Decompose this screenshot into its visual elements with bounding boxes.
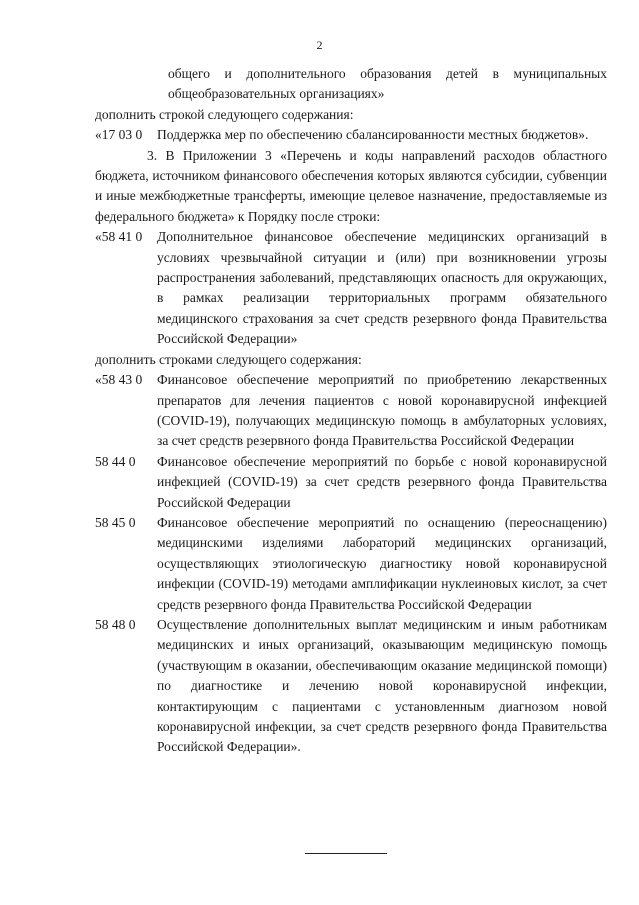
intro-continuation (168, 64, 607, 105)
intro-line: общего и дополнительного образования детей в муниципальных (168, 66, 607, 81)
entry-code: 58 45 0 (95, 514, 136, 530)
intro-line: общеобразовательных организациях» (168, 86, 385, 102)
code-entry (95, 452, 607, 513)
code-entry (95, 513, 607, 615)
entry-text: Осуществление дополнительных выплат медицинским и иным работникам медицинских и иных организаций, оказывающим медицинскую помощь (участвующим в оказании, обеспечивающим оказание медицинской помощи) по диагностике и лечению новой коронавирусной инфекции, контактирующим с пациентами с установленным диагнозом новой коронавирусной инфекции, за счет средств резервного фонда Правительства Российской Федерации». (157, 616, 607, 755)
code-entry (95, 227, 607, 349)
document-body (95, 64, 607, 758)
entry-code: «58 41 0 (95, 229, 143, 245)
paragraph-3: 3. В Приложении 3 «Перечень и коды направлений расходов областного бюджета, источником финансового обеспечения которых являются субсидии, субвенции и иные межбюджетные трансферты, имеющие целевое назначение, предоставляемые из федерального бюджета» к Порядку после строки: (95, 147, 607, 224)
code-entry (95, 615, 607, 758)
entry-text: Финансовое обеспечение мероприятий по оснащению (переоснащению) медицинскими изделиями лабораторий медицинских организаций, осуществляющих этиологическую диагностику новой коронавирусной инфекции (COVID-19) методами амплификации нуклеиновых кислот, за счет средств резервного фонда Правительства Российской Федерации (157, 514, 607, 612)
code-entry (95, 125, 607, 145)
entry-code: 58 48 0 (95, 616, 136, 632)
entry-code: «17 03 0 (95, 127, 143, 143)
entry-text: Финансовое обеспечение мероприятий по приобретению лекарственных препаратов для лечения пациентов с новой коронавирусной инфекцией (COVID-19), получающих медицинскую помощь в амбулаторных условиях, за счет средств резервного фонда Правительства Российской Федерации (157, 372, 607, 449)
entry-text: Дополнительное финансовое обеспечение медицинских организаций в условиях чрезвычайной ситуации и (или) при возникновении угрозы распространения заболеваний, представляющих опасность для окружающих, в рамках реализации территориальных программ обязательного медицинского страхования за счет средств резервного фонда Правительства Российской Федерации» (157, 229, 607, 347)
entry-text: Поддержка мер по обеспечению сбалансированности местных бюджетов». (157, 127, 589, 143)
end-divider (305, 853, 387, 854)
entry-text: Финансовое обеспечение мероприятий по борьбе с новой коронавирусной инфекцией (COVID-19) за счет средств резервного фонда Правительства Российской Федерации (157, 453, 607, 510)
lead-text: дополнить строками следующего содержания: (95, 351, 362, 367)
page-number: 2 (316, 38, 323, 52)
code-entry (95, 370, 607, 452)
entry-code: 58 44 0 (95, 453, 136, 469)
entry-code: «58 43 0 (95, 372, 143, 388)
lead-text: дополнить строкой следующего содержания: (95, 106, 354, 122)
